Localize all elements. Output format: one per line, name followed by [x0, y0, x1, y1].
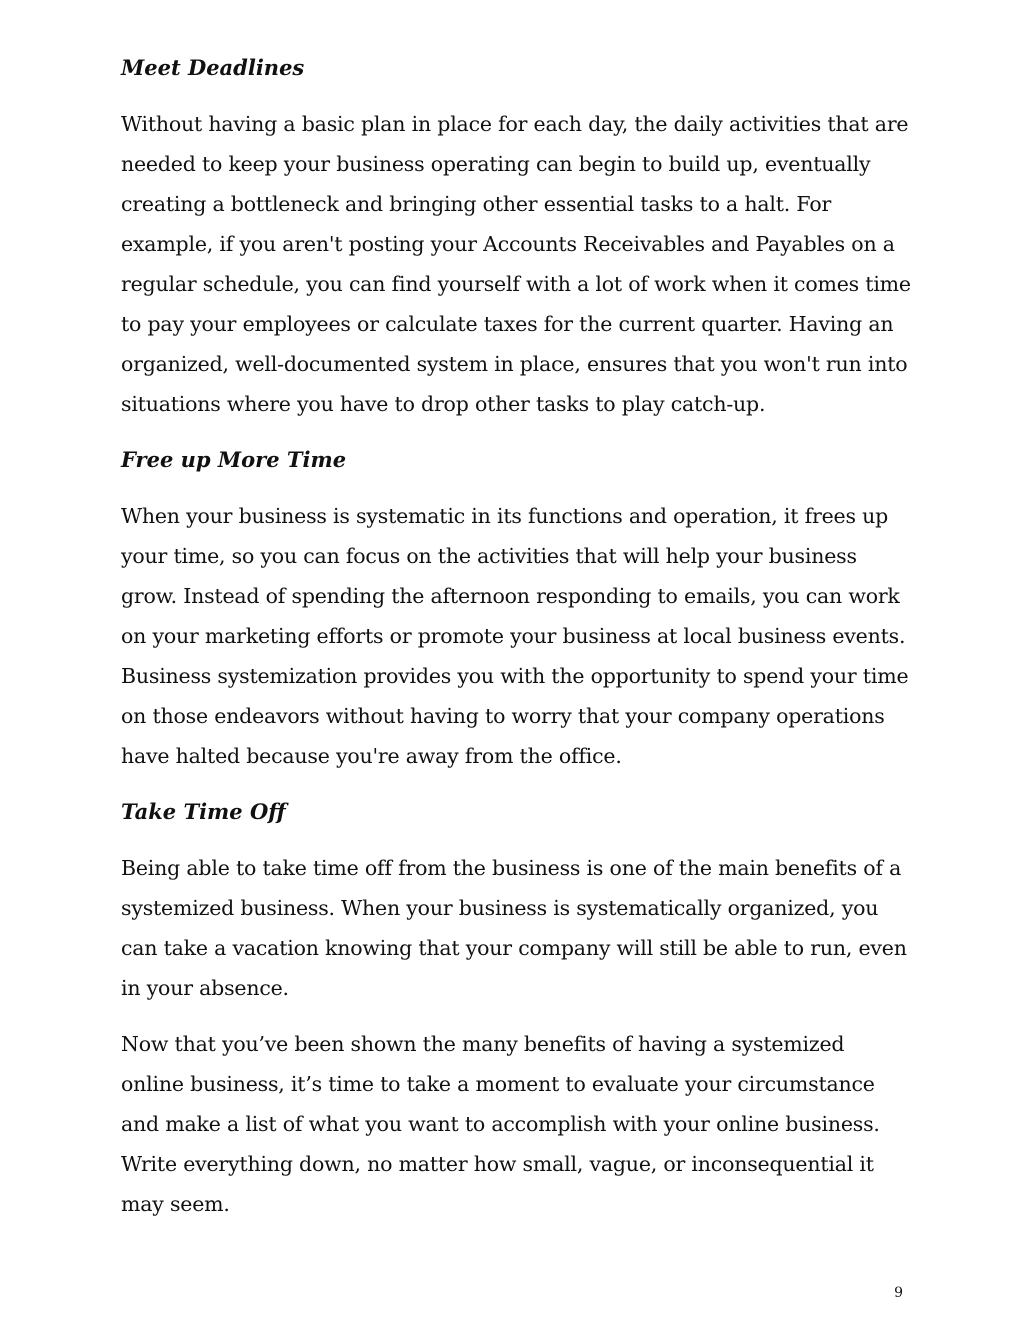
paragraph: When your business is systematic in its functions and operation, it frees up your time, so you can focus on the activities that will help your business grow. Instead of spending the afternoon responding to emails, you can work on your marketing efforts or promote your business at local business events. Business systemization provides you with the opportunity to spend your time on those endeavors without having to worry that your company operations have halted because you're away from the office. — [121, 504, 909, 768]
section-heading: Meet Deadlines — [121, 55, 305, 80]
paragraph: Being able to take time off from the business is one of the main benefits of a systemized business. When your business is systematically organized, you can take a vacation knowing that your company will still be able to run, even in your absence. — [121, 856, 907, 1000]
page-number: 9 — [894, 1285, 903, 1301]
section-free-up-more-time — [121, 440, 911, 776]
document-page — [121, 48, 911, 1240]
paragraph: Without having a basic plan in place for each day, the daily activities that are needed to keep your business operating can begin to build up, eventually creating a bottleneck and bringing other essential tasks to a halt. For example, if you aren't posting your Accounts Receivables and Payables on a regular schedule, you can find yourself with a lot of work when it comes time to pay your employees or calculate taxes for the current quarter. Having an organized, well-documented system in place, ensures that you won't run into situations where you have to drop other tasks to play catch-up. — [121, 112, 911, 416]
section-meet-deadlines — [121, 48, 911, 424]
section-heading: Free up More Time — [121, 447, 347, 472]
paragraph: Now that you’ve been shown the many benefits of having a systemized online business, it’s time to take a moment to evaluate your circumstance and make a list of what you want to accomplish with your online business. Write everything down, no matter how small, vague, or inconsequential it may seem. — [121, 1032, 880, 1216]
section-heading: Take Time Off — [121, 799, 286, 824]
section-take-time-off — [121, 792, 911, 1224]
